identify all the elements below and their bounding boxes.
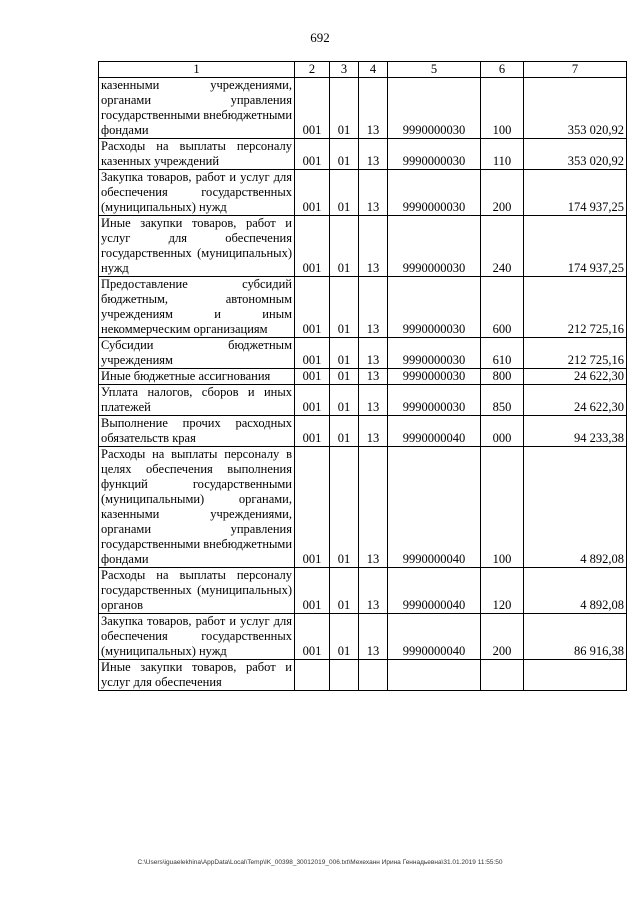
row-name: Иные закупки товаров, работ и услуг для обеспечения xyxy=(99,660,295,691)
expense-type: 110 xyxy=(481,139,524,170)
section-code: 01 xyxy=(330,369,359,385)
subsection-code: 13 xyxy=(359,338,388,369)
target-article: 9990000030 xyxy=(388,385,481,416)
expense-type: 000 xyxy=(481,416,524,447)
subsection-code: 13 xyxy=(359,385,388,416)
amount: 212 725,16 xyxy=(524,338,627,369)
row-name: Предоставление субсидий бюджетным, автономным учреждениям и иным некоммерческим организациям xyxy=(99,277,295,338)
amount xyxy=(524,660,627,691)
table-row xyxy=(99,568,627,614)
target-article: 9990000030 xyxy=(388,216,481,277)
table-row xyxy=(99,139,627,170)
expense-type: 200 xyxy=(481,614,524,660)
admin-code: 001 xyxy=(295,170,330,216)
col-header-2: 2 xyxy=(295,62,330,78)
amount: 353 020,92 xyxy=(524,139,627,170)
col-header-6: 6 xyxy=(481,62,524,78)
amount: 94 233,38 xyxy=(524,416,627,447)
admin-code: 001 xyxy=(295,614,330,660)
section-code xyxy=(330,660,359,691)
row-name: Иные бюджетные ассигнования xyxy=(99,369,295,385)
subsection-code: 13 xyxy=(359,614,388,660)
col-header-7: 7 xyxy=(524,62,627,78)
expense-type: 100 xyxy=(481,78,524,139)
expense-type xyxy=(481,660,524,691)
amount: 353 020,92 xyxy=(524,78,627,139)
amount: 212 725,16 xyxy=(524,277,627,338)
row-name: Закупка товаров, работ и услуг для обеспечения государственных (муниципальных) нужд xyxy=(99,170,295,216)
amount: 174 937,25 xyxy=(524,170,627,216)
table-row xyxy=(99,216,627,277)
table-row xyxy=(99,277,627,338)
admin-code: 001 xyxy=(295,338,330,369)
table-row xyxy=(99,447,627,568)
expense-type: 610 xyxy=(481,338,524,369)
section-code: 01 xyxy=(330,216,359,277)
subsection-code: 13 xyxy=(359,277,388,338)
amount: 24 622,30 xyxy=(524,385,627,416)
target-article: 9990000040 xyxy=(388,614,481,660)
section-code: 01 xyxy=(330,277,359,338)
section-code: 01 xyxy=(330,568,359,614)
section-code: 01 xyxy=(330,416,359,447)
row-name: Выполнение прочих расходных обязательств края xyxy=(99,416,295,447)
admin-code: 001 xyxy=(295,139,330,170)
expense-type: 800 xyxy=(481,369,524,385)
row-name: Субсидии бюджетным учреждениям xyxy=(99,338,295,369)
amount: 86 916,38 xyxy=(524,614,627,660)
subsection-code xyxy=(359,660,388,691)
target-article: 9990000040 xyxy=(388,568,481,614)
page-number: 692 xyxy=(310,30,330,45)
col-header-1: 1 xyxy=(99,62,295,78)
section-code: 01 xyxy=(330,614,359,660)
admin-code xyxy=(295,660,330,691)
col-header-4: 4 xyxy=(359,62,388,78)
target-article: 9990000040 xyxy=(388,416,481,447)
amount: 24 622,30 xyxy=(524,369,627,385)
subsection-code: 13 xyxy=(359,369,388,385)
table-row xyxy=(99,338,627,369)
table-row xyxy=(99,614,627,660)
expense-type: 200 xyxy=(481,170,524,216)
section-code: 01 xyxy=(330,447,359,568)
section-code: 01 xyxy=(330,338,359,369)
subsection-code: 13 xyxy=(359,139,388,170)
admin-code: 001 xyxy=(295,369,330,385)
subsection-code: 13 xyxy=(359,170,388,216)
admin-code: 001 xyxy=(295,78,330,139)
row-name: Расходы на выплаты персоналу казенных учреждений xyxy=(99,139,295,170)
budget-table xyxy=(98,61,627,691)
amount: 4 892,08 xyxy=(524,447,627,568)
target-article: 9990000030 xyxy=(388,170,481,216)
subsection-code: 13 xyxy=(359,216,388,277)
row-name: Расходы на выплаты персоналу государственных (муниципальных) органов xyxy=(99,568,295,614)
subsection-code: 13 xyxy=(359,447,388,568)
row-name: Уплата налогов, сборов и иных платежей xyxy=(99,385,295,416)
header-row xyxy=(99,62,627,78)
admin-code: 001 xyxy=(295,216,330,277)
table-row xyxy=(99,416,627,447)
col-header-5: 5 xyxy=(388,62,481,78)
target-article: 9990000030 xyxy=(388,78,481,139)
admin-code: 001 xyxy=(295,447,330,568)
section-code: 01 xyxy=(330,170,359,216)
expense-type: 240 xyxy=(481,216,524,277)
col-header-3: 3 xyxy=(330,62,359,78)
expense-type: 100 xyxy=(481,447,524,568)
target-article: 9990000030 xyxy=(388,139,481,170)
table-row xyxy=(99,660,627,691)
row-name: Расходы на выплаты персоналу в целях обеспечения выполнения функций государственными (муниципальными) органами, казенными учреждениями, органами управления государственными внебюджетными фондами xyxy=(99,447,295,568)
amount: 174 937,25 xyxy=(524,216,627,277)
section-code: 01 xyxy=(330,139,359,170)
expense-type: 850 xyxy=(481,385,524,416)
amount: 4 892,08 xyxy=(524,568,627,614)
section-code: 01 xyxy=(330,78,359,139)
file-path-footer: C:\Users\iguaelekhina\AppData\Local\Temp\IK_00398_30012019_006.txt\Мехеханн Ирина Геннадьевна\31.01.2019 11:55:50 xyxy=(137,859,503,866)
expense-type: 600 xyxy=(481,277,524,338)
row-name: Иные закупки товаров, работ и услуг для обеспечения государственных (муниципальных) нужд xyxy=(99,216,295,277)
target-article: 9990000030 xyxy=(388,338,481,369)
row-name: казенными учреждениями, органами управления государственными внебюджетными фондами xyxy=(99,78,295,139)
subsection-code: 13 xyxy=(359,416,388,447)
table-row xyxy=(99,385,627,416)
section-code: 01 xyxy=(330,385,359,416)
row-name: Закупка товаров, работ и услуг для обеспечения государственных (муниципальных) нужд xyxy=(99,614,295,660)
admin-code: 001 xyxy=(295,385,330,416)
target-article: 9990000030 xyxy=(388,277,481,338)
table-row xyxy=(99,369,627,385)
subsection-code: 13 xyxy=(359,78,388,139)
target-article: 9990000040 xyxy=(388,447,481,568)
admin-code: 001 xyxy=(295,416,330,447)
subsection-code: 13 xyxy=(359,568,388,614)
target-article: 9990000030 xyxy=(388,369,481,385)
expense-type: 120 xyxy=(481,568,524,614)
table-row xyxy=(99,78,627,139)
target-article xyxy=(388,660,481,691)
admin-code: 001 xyxy=(295,568,330,614)
table-row xyxy=(99,170,627,216)
admin-code: 001 xyxy=(295,277,330,338)
